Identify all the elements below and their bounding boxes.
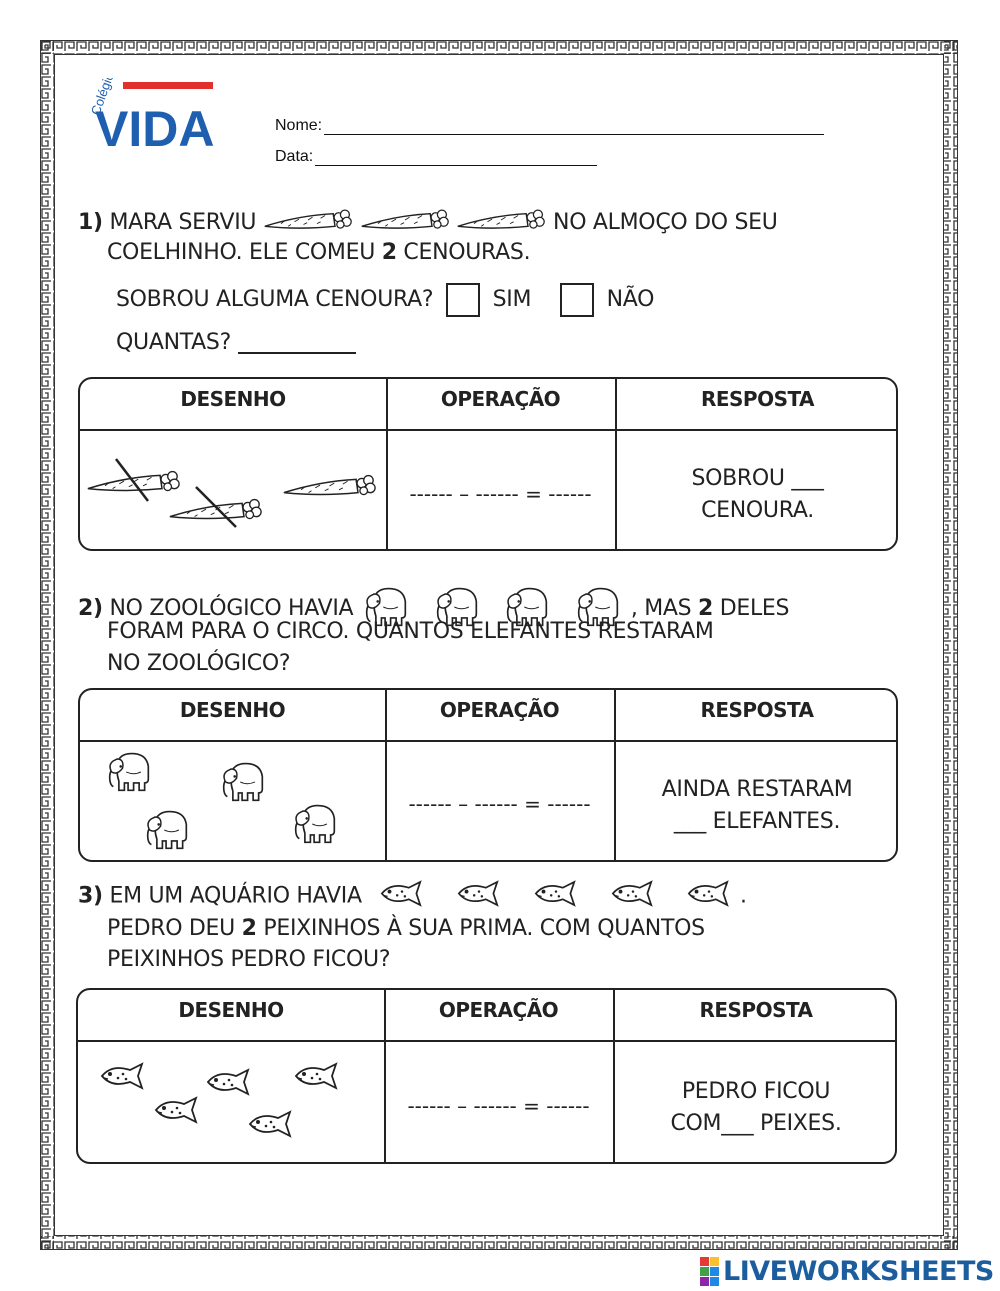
liveworksheets-logo[interactable]: [700, 1256, 994, 1287]
q3-line3: PEIXINHOS PEDRO FICOU?: [107, 947, 391, 972]
elephant-icon: [148, 812, 187, 849]
q3-line2: [107, 916, 705, 941]
q3-answer-line2[interactable]: COM___ PEIXES.: [670, 1111, 842, 1136]
no-checkbox[interactable]: [560, 283, 594, 317]
q2-drawing: [98, 748, 378, 864]
fish-icon: [208, 1070, 248, 1094]
q3-col-answer: RESPOSTA: [699, 998, 813, 1022]
q3-col-drawing: DESENHO: [178, 998, 284, 1022]
q1-ask-text: SOBROU ALGUMA CENOURA?: [116, 287, 434, 312]
q2-number: 2): [78, 596, 103, 621]
elephant-icon: [110, 754, 149, 791]
name-field[interactable]: [275, 117, 824, 135]
fish-icon: [609, 880, 657, 907]
how-many-label: QUANTAS?: [116, 330, 231, 355]
q1-line2-text: COELHINHO. ELE COMEU: [107, 240, 375, 265]
date-label: Data:: [275, 148, 314, 165]
brand-badge-icon: [700, 1257, 719, 1286]
q3-fishes: [378, 880, 733, 913]
no-label: NÃO: [606, 287, 655, 312]
q3-line2-text-a: PEDRO DEU: [107, 916, 235, 941]
crossed-carrot-icon: [88, 459, 179, 501]
q3-line2-number: 2: [241, 916, 257, 941]
q2-col-answer: RESPOSTA: [700, 698, 814, 722]
carrot-icon: [284, 476, 375, 495]
q1-table: [78, 377, 898, 551]
q3-answer-line1: PEDRO FICOU: [681, 1079, 831, 1104]
fish-icon: [156, 1098, 196, 1122]
q2-operation-blank[interactable]: ------ – ------ = ------: [408, 792, 591, 816]
q1-col-drawing: DESENHO: [180, 387, 286, 411]
q2-text-b: , MAS: [630, 596, 692, 621]
yes-checkbox[interactable]: [446, 283, 480, 317]
q2-line2: FORAM PARA O CIRCO. QUANTOS ELEFANTES RESTARAM: [107, 619, 714, 644]
q1-answer-line2: CENOURA.: [701, 498, 814, 523]
q2-col-operation: OPERAÇÃO: [439, 698, 560, 722]
fish-icon: [532, 880, 580, 907]
logo-small-text: Colégio: [87, 78, 117, 118]
q1-answer: [615, 463, 900, 527]
fish-icon: [250, 1112, 290, 1136]
q1-question-leftover: [116, 283, 654, 317]
q2-col-drawing: DESENHO: [179, 698, 286, 722]
elephant-icon: [224, 764, 263, 801]
how-many-answer-line[interactable]: [238, 332, 356, 354]
q1-how-many: [116, 330, 356, 355]
q3-text-a: EM UM AQUÁRIO HAVIA: [109, 883, 362, 909]
name-input-line[interactable]: [324, 118, 824, 135]
q2-number-two: 2: [698, 596, 714, 621]
q1-line2-number: 2: [381, 240, 397, 265]
date-field[interactable]: [275, 148, 597, 166]
q2-text-a: NO ZOOLÓGICO HAVIA: [109, 596, 354, 621]
logo-big-text: VIDA: [95, 101, 215, 153]
q3-drawing: [96, 1058, 356, 1152]
q1-number: 1): [78, 210, 103, 235]
q1-line2-text-b: CENOURAS.: [403, 240, 531, 265]
q1-operation-blank[interactable]: ------ – ------ = ------: [409, 482, 592, 506]
q1-line2: [107, 240, 530, 265]
q1-text-b: NO ALMOÇO DO SEU: [553, 210, 778, 235]
name-label: Nome:: [275, 117, 323, 134]
q2-answer: [614, 774, 900, 838]
q3-operation-blank[interactable]: ------ – ------ = ------: [407, 1094, 590, 1118]
q1-line1: [78, 205, 778, 241]
q3-number: 3): [78, 883, 103, 909]
fish-icon: [455, 880, 503, 907]
yes-label: SIM: [492, 287, 532, 312]
crossed-carrot-icon: [170, 487, 261, 527]
q1-answer-line1[interactable]: SOBROU ___: [691, 466, 824, 491]
q1-col-answer: RESPOSTA: [700, 387, 815, 411]
q1-col-operation: OPERAÇÃO: [440, 387, 561, 411]
q3-text-b: .: [739, 883, 747, 909]
q3-line1: [78, 880, 747, 913]
carrot-icon: [456, 205, 546, 235]
brand-name: LIVEWORKSHEETS: [723, 1256, 994, 1287]
fish-icon: [102, 1064, 142, 1088]
q1-drawing: [86, 457, 382, 541]
q2-answer-line1: AINDA RESTARAM: [661, 777, 853, 802]
q2-answer-line2[interactable]: ___ ELEFANTES.: [673, 809, 841, 834]
q3-line2-text-b: PEIXINHOS À SUA PRIMA. COM QUANTOS: [263, 916, 705, 941]
q2-table: [78, 688, 898, 862]
carrot-icon: [263, 205, 353, 235]
school-logo: [75, 78, 225, 153]
q1-carrots: [263, 205, 546, 241]
carrot-icon: [360, 205, 450, 235]
fish-icon: [378, 880, 426, 907]
q3-answer: [613, 1076, 899, 1140]
q2-line3: NO ZOOLÓGICO?: [107, 651, 291, 676]
q1-text-a: MARA SERVIU: [109, 210, 257, 235]
fish-icon: [685, 880, 733, 907]
q3-table: [76, 988, 897, 1164]
q3-col-operation: OPERAÇÃO: [438, 998, 559, 1022]
fish-icon: [296, 1064, 336, 1088]
elephant-icon: [296, 806, 335, 843]
date-input-line[interactable]: [315, 149, 597, 166]
q2-text-c: DELES: [719, 596, 790, 621]
